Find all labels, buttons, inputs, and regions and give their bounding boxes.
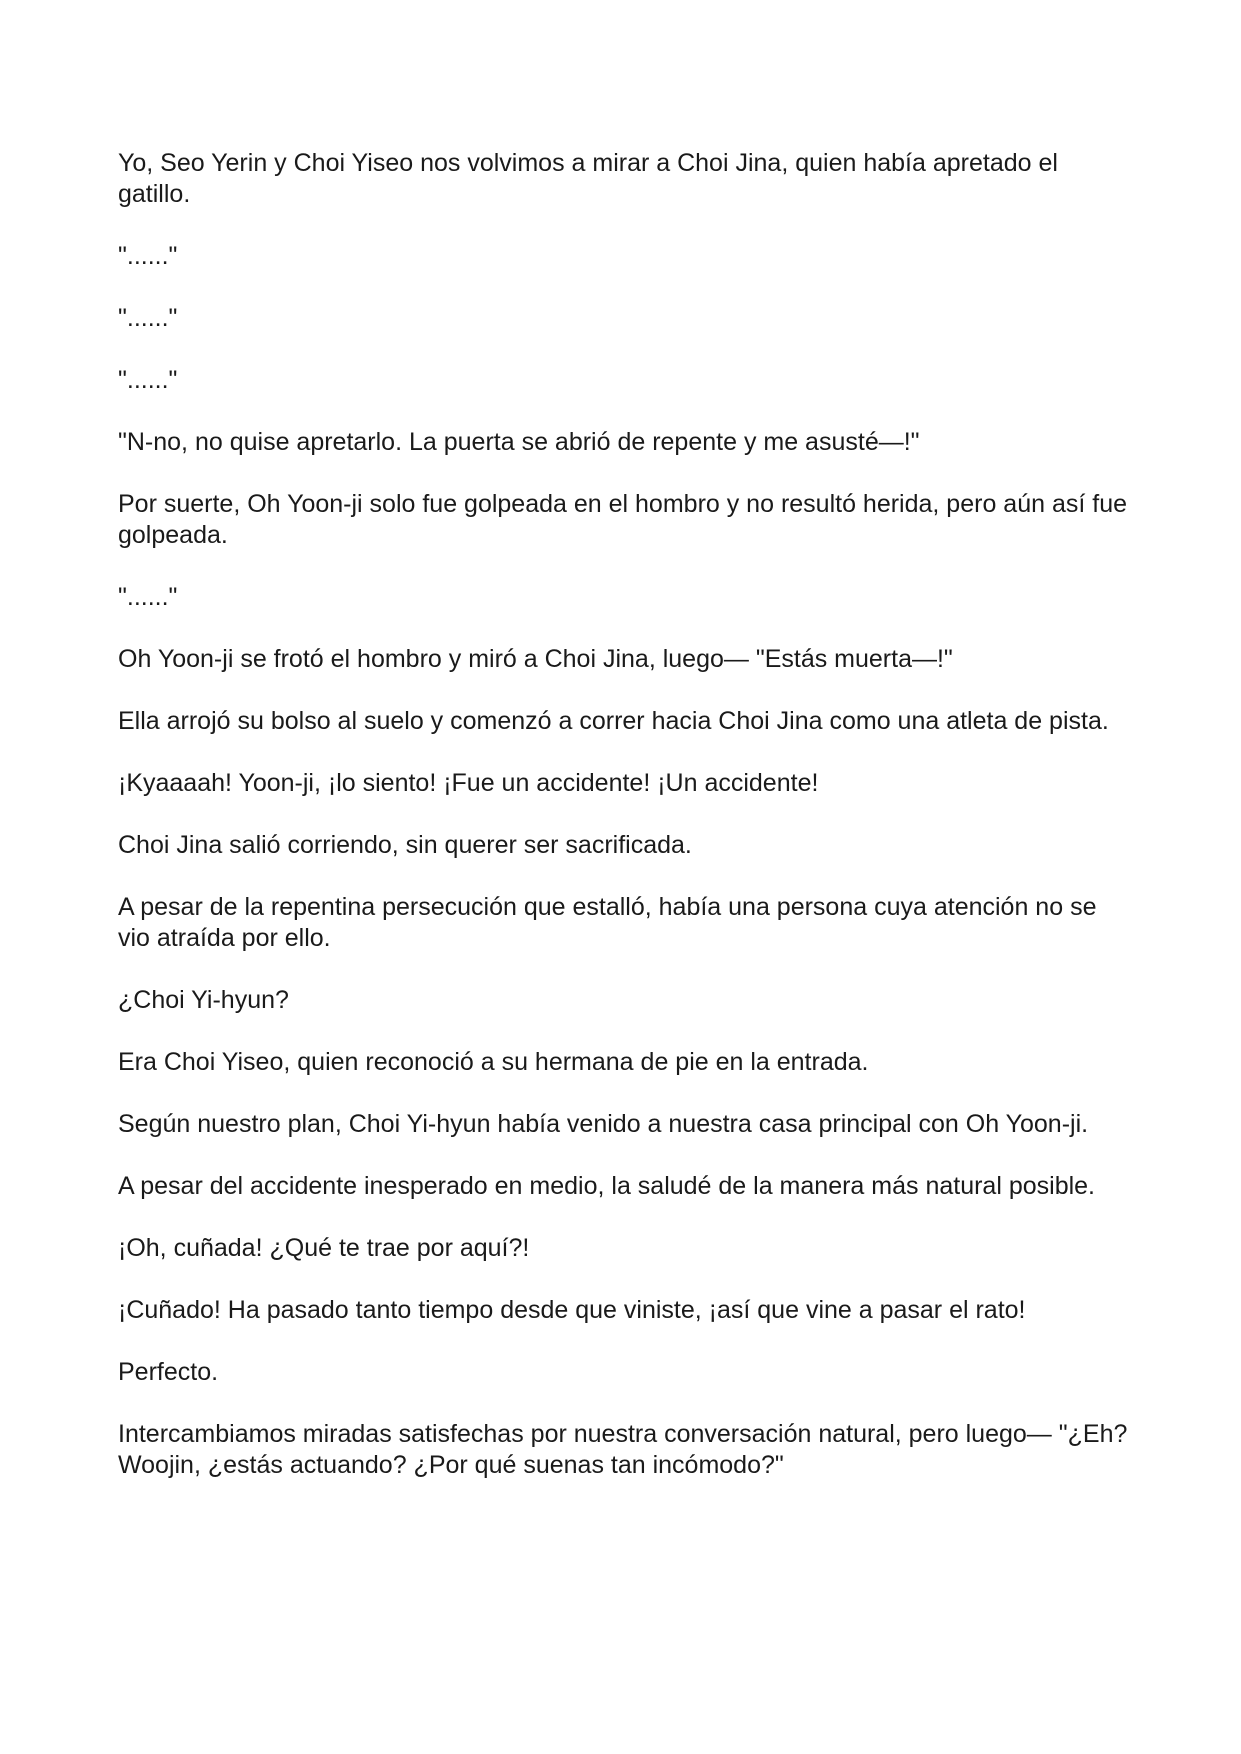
paragraph: "N-no, no quise apretarlo. La puerta se abrió de repente y me asusté—!" (118, 428, 920, 456)
paragraph: Choi Jina salió corriendo, sin querer ser sacrificada. (118, 831, 692, 859)
paragraph: "......" (118, 242, 178, 270)
paragraph: Por suerte, Oh Yoon-ji solo fue golpeada en el hombro y no resultó herida, pero aún así fue golpeada. (118, 490, 1127, 549)
paragraph: Yo, Seo Yerin y Choi Yiseo nos volvimos a mirar a Choi Jina, quien había apretado el gatillo. (118, 149, 1058, 208)
paragraph: A pesar de la repentina persecución que estalló, había una persona cuya atención no se vio atraída por ello. (118, 893, 1097, 952)
paragraph: Oh Yoon-ji se frotó el hombro y miró a Choi Jina, luego— "Estás muerta—!" (118, 645, 953, 673)
paragraph: Era Choi Yiseo, quien reconoció a su hermana de pie en la entrada. (118, 1048, 869, 1076)
paragraph: "......" (118, 583, 178, 611)
paragraph: ¡Kyaaaah! Yoon-ji, ¡lo siento! ¡Fue un accidente! ¡Un accidente! (118, 769, 819, 797)
paragraph: Ella arrojó su bolso al suelo y comenzó a correr hacia Choi Jina como una atleta de pista. (118, 707, 1109, 735)
document-body (118, 148, 1128, 1512)
paragraph: Según nuestro plan, Choi Yi-hyun había venido a nuestra casa principal con Oh Yoon-ji. (118, 1110, 1089, 1138)
paragraph: Perfecto. (118, 1358, 219, 1386)
paragraph: "......" (118, 304, 178, 332)
paragraph: ¡Cuñado! Ha pasado tanto tiempo desde que viniste, ¡así que vine a pasar el rato! (118, 1296, 1026, 1324)
paragraph: ¡Oh, cuñada! ¿Qué te trae por aquí?! (118, 1234, 530, 1262)
paragraph: ¿Choi Yi-hyun? (118, 986, 289, 1014)
paragraph: A pesar del accidente inesperado en medio, la saludé de la manera más natural posible. (118, 1172, 1096, 1200)
paragraph: Intercambiamos miradas satisfechas por nuestra conversación natural, pero luego— "¿Eh? Woojin, ¿estás actuando? ¿Por qué suenas tan incómodo?" (118, 1420, 1128, 1479)
paragraph: "......" (118, 366, 178, 394)
